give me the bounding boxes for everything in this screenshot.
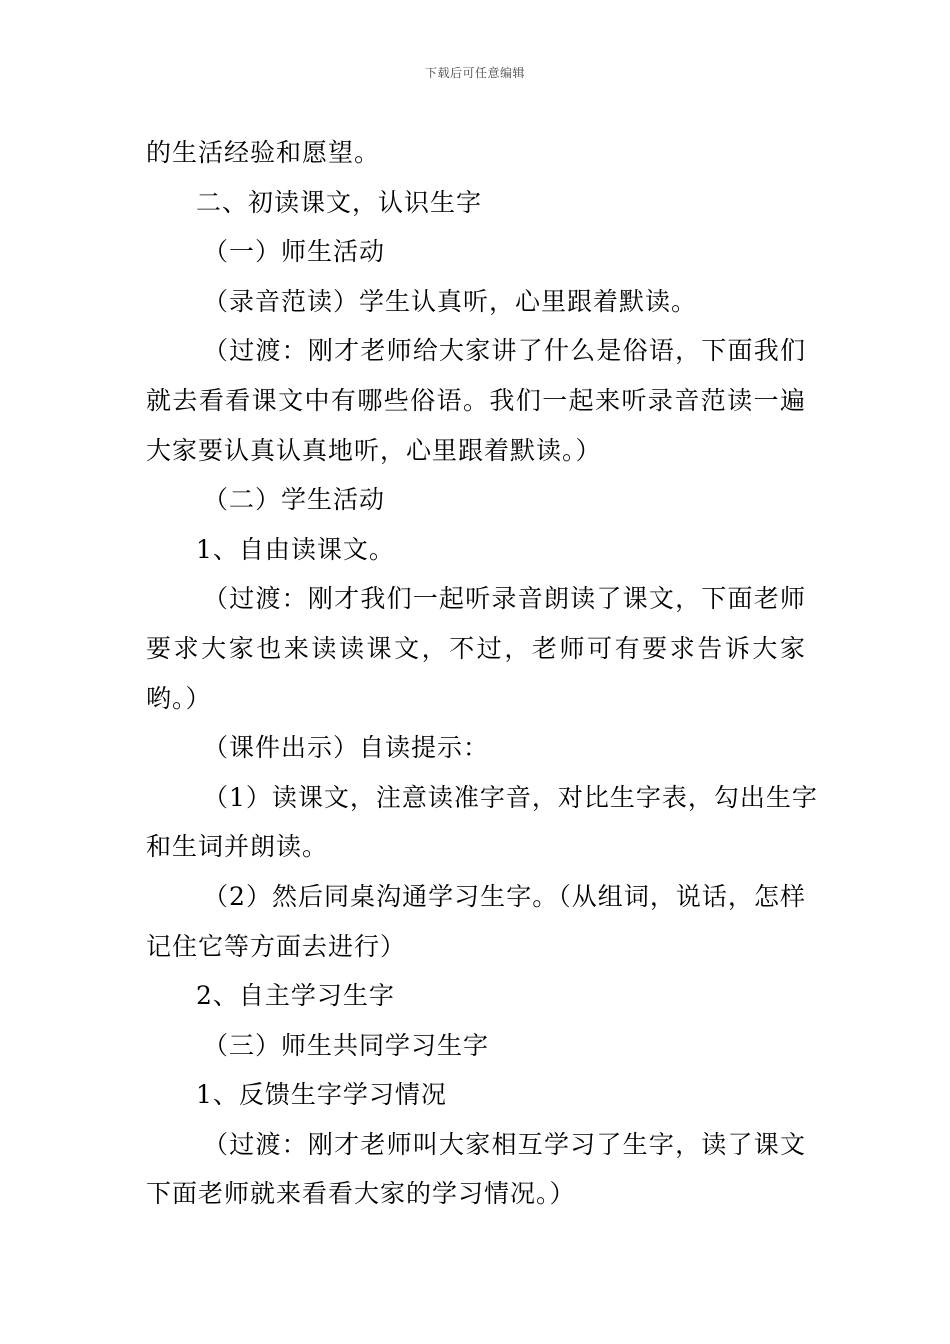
paragraph-line: （过渡：刚才老师叫大家相互学习了生字，读了课文 — [203, 1129, 806, 1159]
paragraph-line: 要求大家也来读读课文，不过，老师可有要求告诉大家 — [146, 633, 806, 663]
paragraph-line: （课件出示）自读提示： — [203, 733, 490, 763]
section-heading: 二、初读课文，认识生字 — [196, 187, 483, 217]
paragraph-line: 大家要认真认真地听，心里跟着默读。） — [146, 435, 602, 465]
subsection-heading: （三）师生共同学习生字 — [203, 1030, 490, 1060]
paragraph-line: 记住它等方面去进行） — [146, 931, 407, 961]
paragraph-line: 和生词并朗读。 — [146, 832, 329, 862]
paragraph-line: 2、自主学习生字 — [196, 981, 395, 1011]
paragraph-line: （录音范读）学生认真听，心里跟着默读。 — [203, 286, 698, 316]
paragraph-line: （2）然后同桌沟通学习生字。（从组词，说话，怎样 — [203, 881, 806, 911]
paragraph-line: 就去看看课文中有哪些俗语。我们一起来听录音范读一遍 — [146, 385, 806, 415]
document-body — [146, 128, 818, 1219]
page-header: 下载后可任意编辑 — [424, 66, 525, 80]
paragraph-line: 1、反馈生字学习情况 — [196, 1080, 447, 1110]
paragraph-line: （过渡：刚才老师给大家讲了什么是俗语，下面我们 — [203, 336, 806, 366]
paragraph-line: 的生活经验和愿望。 — [146, 138, 381, 167]
paragraph-line: 1、自由读课文。 — [196, 534, 395, 564]
paragraph-line: （过渡：刚才我们一起听录音朗读了课文，下面老师 — [203, 584, 806, 614]
subsection-heading: （一）师生活动 — [203, 237, 386, 267]
paragraph-line: 哟。） — [146, 683, 212, 713]
paragraph-line: 下面老师就来看看大家的学习情况。） — [146, 1179, 576, 1209]
paragraph-line: （1）读课文，注意读准字音，对比生字表，勾出生字 — [203, 782, 818, 812]
subsection-heading: （二）学生活动 — [203, 485, 386, 515]
